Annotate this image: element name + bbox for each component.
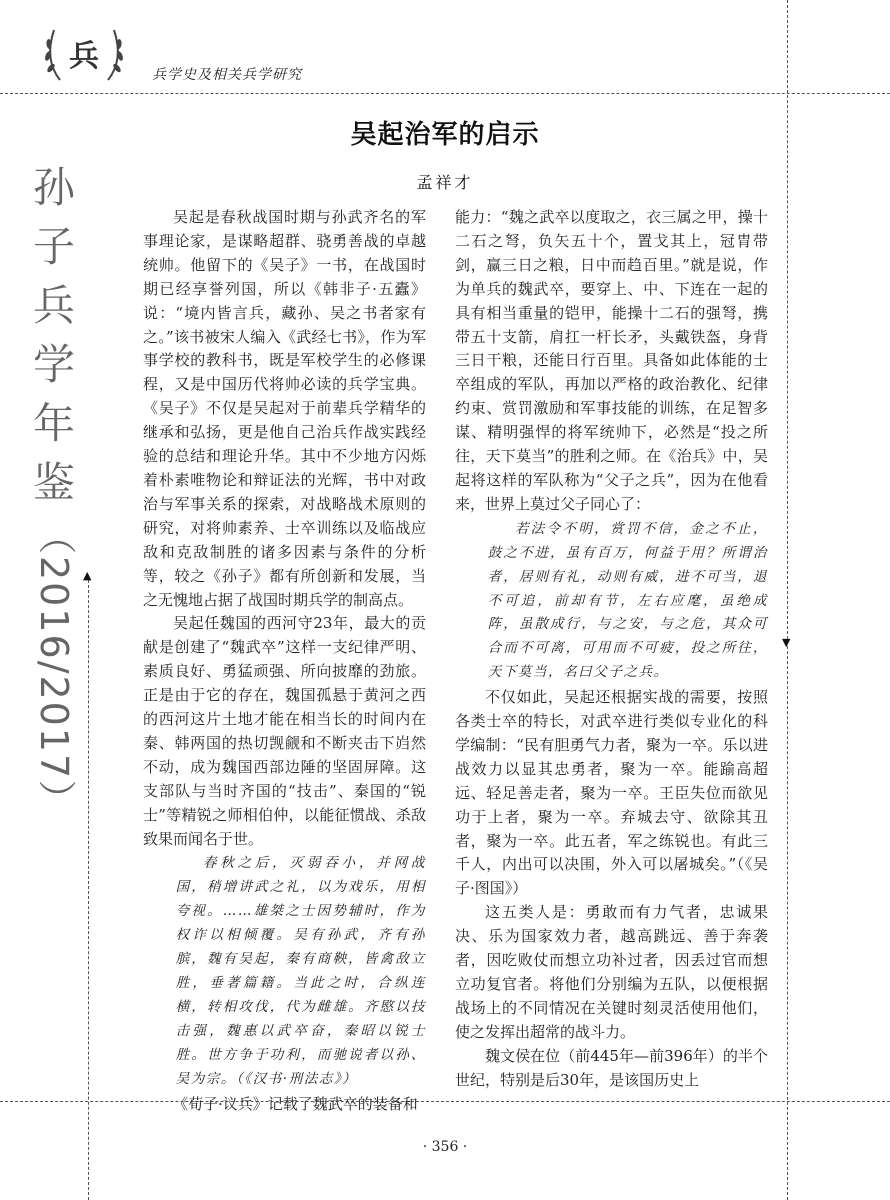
quote-text: 春秋之后，灭弱吞小，并网战国，稍增讲武之礼，以为戏乐，用相夸视。……雄桀之士因势辅时，作为权诈以相倾覆。吴有孙武，齐有孙膑，魏有吴起，秦有商鞅，皆禽敌立胜，垂著篇籍。当此之时，合纵连横，转相攻伐，代为雌雄。齐愍以技击强，魏惠以武卒奋，秦昭以锐士胜。世方争于功利，而驰说者以孙、吴为宗。（《汉书·刑法志》）: [175, 855, 426, 1087]
paragraph: 吴起任魏国的西河守23年，最大的贡献是创建了“魏武卒”这样一支纪律严明、素质良好、勇猛顽强、所向披靡的劲旅。正是由于它的存在，魏国孤悬于黄河之西的西河这片土地才能在相当长的时间内在秦、韩两国的热切觊觎和不断夹击下岿然不动，成为魏国西部边陲的坚固屏障。这支部队与当时齐国的“技击”、秦国的“锐士”等精锐之师相伯仲，以能征惯战、杀敌致果而闻名于世。: [143, 614, 426, 848]
right-column: [455, 206, 768, 1093]
footer-divider: [0, 1101, 890, 1102]
article-author: 孟祥才: [416, 173, 474, 192]
yearbook-side-title: [28, 158, 80, 820]
running-head: 兵学史及相关兵学研究: [152, 67, 302, 83]
paragraph: 不仅如此，吴起还根据实战的需要，按照各类士卒的特长，对武卒进行类似专业化的科学编制：“民有胆勇气力者，聚为一卒。乐以进战效力以显其忠勇者，聚为一卒。能踰高超远、轻足善走者，聚为一卒。王臣失位而欲见功于上者，聚为一卒。弃城去守、欲除其丑者，聚为一卒。此五者，军之练锐也。有此三千人，内出可以决围，外入可以屠城矣。”（《吴子·图国》）: [455, 688, 768, 898]
article-title: 吴起治军的启示: [350, 120, 540, 150]
up-arrow-icon: ▲: [83, 569, 92, 582]
side-title-char: 年: [32, 399, 75, 448]
header-divider: [0, 93, 890, 94]
left-margin-line: [88, 575, 89, 1200]
down-arrow-icon: ▼: [782, 636, 791, 649]
paragraph: 吴起是春秋战国时期与孙武齐名的军事理论家，是谋略超群、骁勇善战的卓越统帅。他留下的《吴子》一书，在战国时期已经享誉列国，所以《韩非子·五蠹》说：“境内皆言兵，藏孙、吴之书者家有之。”该书被宋人编入《武经七书》，作为军事学校的教科书，既是军校学生的必修课程，又是中国历代将帅必读的兵学宝典。《吴子》不仅是吴起对于前辈兵学精华的继承和弘扬，更是他自己治兵作战实践经验的总结和理论升华。其中不少地方闪烁着朴素唯物论和辩证法的光辉，书中对政治与军事关系的探索，对战略战术原则的研究，对将帅素养、士卒训练以及临战应敌和克敌制胜的诸多因素与条件的分析等，较之《孙子》都有所创新和发展，当之无愧地占据了战国时期兵学的制高点。: [143, 208, 426, 609]
logo-character: 兵: [69, 39, 99, 74]
quote-text: 若法令不明，赏罚不信，金之不止，鼓之不进，虽有百万，何益于用？所谓治者，居则有礼，动则有威，进不可当，退不可追，前却有节，左右应麾，虽绝成阵，虽散成行，与之安，与之危，其众可合而不可离，可用而不可疲，投之所往，天下莫当，名曰父子之兵。: [487, 520, 768, 681]
block-quote: [176, 852, 426, 1091]
block-quote: [488, 518, 768, 685]
side-title-char: 兵: [32, 281, 75, 330]
paragraph: 能力：“魏之武卒以度取之，衣三属之甲，操十二石之弩，负矢五十个，置戈其上，冠胄带剑，赢三日之粮，日中而趋百里。”就是说，作为单兵的魏武卒，要穿上、中、下连在一起的具有相当重量的铠甲，能操十二石的强弩，携带五十支箭，肩扛一杆长矛，头戴铁盔，身背三日干粮，还能日行百里。具备如此体能的士卒组成的军队，再加以严格的政治教化、纪律约束、赏罚激励和军事技能的训练，在足智多谋、精明强悍的将军统帅下，必然是“投之所往，天下莫当”的胜利之师。在《治兵》中，吴起将这样的军队称为“父子之兵”，因为在他看来，世界上莫过父子同心了：: [455, 208, 768, 513]
side-title-char: 子: [32, 222, 75, 271]
side-title-year: （2016/2017）: [32, 516, 76, 821]
paragraph: 这五类人是：勇敢而有力气者，忠诚果决、乐为国家效力者，越高跳远、善于奔袭者，因吃败仗而想立功补过者，因丢过官而想立功复官者。将他们分别编为五队，以便根据战场上的不同情况在关键时刻灵活使用他们，使之发挥出超常的战斗力。: [455, 903, 768, 1041]
page-number: · 356 ·: [422, 1139, 468, 1155]
yearbook-logo: [38, 20, 130, 88]
side-title-char: 学: [32, 340, 75, 389]
left-column: [143, 206, 426, 1116]
paragraph: 《荀子·议兵》记载了魏武卒的装备和: [173, 1094, 418, 1113]
side-title-char: 鉴: [32, 458, 75, 507]
paragraph: 魏文侯在位（前445年—前396年）的半个世纪，特别是后30年，是该国历史上: [455, 1046, 768, 1089]
side-title-char: 孙: [32, 163, 75, 212]
